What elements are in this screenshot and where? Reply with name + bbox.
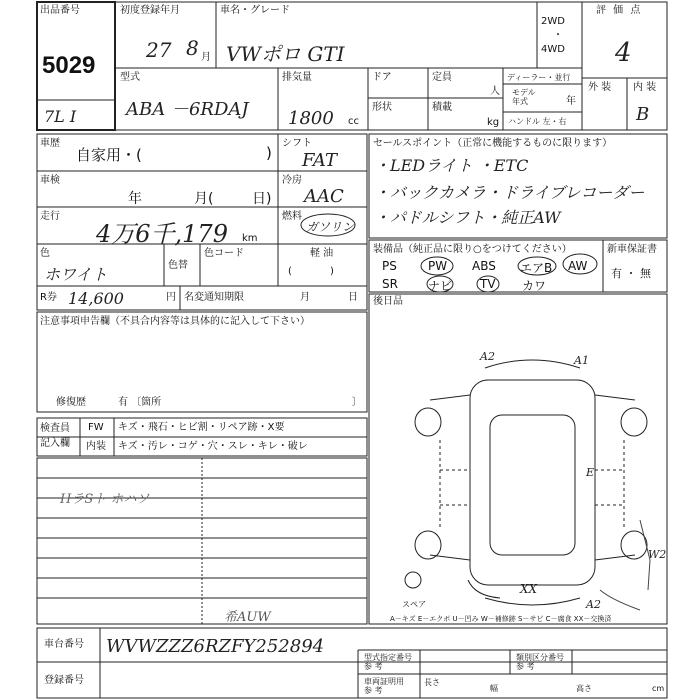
int-inspect-label: 内装 (86, 441, 106, 452)
mileage-label: 走行 (40, 211, 60, 222)
shaken-year: 年 (128, 191, 142, 207)
equip-ps: PS (382, 259, 397, 273)
color-code-label: 色コード (204, 248, 244, 259)
inspector-note-1: HラSト ホハソ (60, 492, 150, 507)
int-label: 内 装 (633, 82, 657, 93)
vin-label: 車台番号 (44, 639, 84, 650)
int-items: キズ・汚レ・コゲ・穴・スレ・キレ・破レ (118, 441, 308, 452)
diesel-label: 軽 油 (310, 248, 334, 259)
aircon-value: AAC (304, 186, 344, 207)
kata-label: 型式指定番号 参 考 (364, 653, 412, 671)
mileage-value: 4万6千,179 (96, 220, 228, 248)
drive-dot: ・ (553, 30, 563, 41)
fuel-label: 燃料 (282, 211, 302, 222)
equip-abs: ABS (472, 259, 496, 273)
mark-w2-right: W2 (648, 548, 667, 561)
warranty-value: 有 ・ 無 (611, 267, 651, 280)
meter-day: 日 (348, 292, 358, 303)
reg-month: 8 (186, 36, 199, 60)
dim-width: 幅 (490, 684, 498, 693)
equip-sr: SR (382, 277, 398, 291)
vin-value: WVWZZZ6RZFY252894 (106, 636, 325, 657)
fuel-value: ガソリン (306, 220, 355, 234)
mark-a1-front-right: A1 (574, 354, 589, 367)
recycle-unit: 円 (166, 292, 176, 303)
cc-value: 1800 (288, 108, 334, 129)
usage-value: 自家用・( (76, 146, 142, 164)
drive-4wd: 4WD (541, 44, 565, 55)
model-value: VWポロ GTI (226, 42, 345, 66)
cc-label: 排気量 (282, 72, 312, 83)
ext-label: 外 装 (588, 82, 612, 93)
repair-close: 〕 (352, 397, 362, 408)
type-label: 型式 (120, 72, 140, 83)
shaken-day: 日) (252, 191, 272, 207)
model-year-label: モデル 年式 (512, 88, 536, 106)
repair-label: 修復歴 (56, 397, 86, 408)
spare-label: スペア (402, 600, 426, 609)
equip-airbag: エアB (520, 261, 553, 275)
drive-2wd: 2WD (541, 16, 565, 27)
inspector-label: 検査員 記入欄 (40, 423, 70, 449)
equip-pw: PW (428, 259, 448, 273)
dim-label: 車両証明用 参 考 (364, 677, 404, 695)
equip-navi: ナビ (428, 279, 453, 293)
reg-label: 初度登録年月 (120, 5, 180, 16)
sales-line-2: ・バックカメラ・ドライブレコーダー (374, 183, 645, 202)
mark-a2-rear-right: A2 (586, 598, 601, 611)
equipment-label: 装備品（純正品に限り○をつけてください） (373, 244, 572, 255)
lot-note: 7L Ⅰ (44, 107, 77, 126)
dim-unit: cm (652, 684, 665, 693)
recycle-label: R券 (40, 292, 57, 303)
score-label: 評 価 点 (596, 5, 643, 16)
cap-unit: 人 (490, 86, 500, 97)
rear-seat-label: 後日品 (373, 296, 403, 307)
meter-month: 月 (300, 292, 310, 303)
car-diagram (405, 360, 650, 610)
cc-unit: cc (348, 116, 359, 127)
aircon-label: 冷房 (282, 175, 302, 186)
usage-close: ) (266, 144, 272, 162)
meter-label: 名変通知期限 (184, 292, 244, 303)
door-label: ドア (372, 72, 392, 83)
inspector-note-2: 希AUW (224, 610, 271, 625)
model-year-unit: 年 (566, 96, 576, 107)
damage-legend: A－キズ E－エクボ U－凹み W－補修跡 S－サビ C－腐食 XX－交換済 (390, 615, 612, 623)
usage-label: 車歴 (40, 138, 60, 149)
mark-e-right: E (586, 466, 595, 479)
handle-label: ハンドル 左・右 (508, 117, 567, 126)
dim-length: 長さ (424, 678, 440, 687)
sales-points-label: セールスポイント（正常に機能するものに限ります） (373, 138, 613, 149)
mileage-unit: km (242, 233, 258, 244)
mark-xx-rear: XX (520, 582, 538, 596)
fuel-paren: ( ) (288, 266, 334, 277)
int-value: B (636, 104, 650, 125)
lot-label: 出品番号 (40, 5, 80, 16)
lot-number: 5029 (42, 52, 96, 79)
cap-label: 定員 (432, 72, 452, 83)
equip-leather: カワ (522, 279, 547, 293)
shift-label: シフト (282, 138, 312, 149)
equip-tv: TV (480, 277, 496, 291)
repair-value: 有 〔箇所 (118, 397, 162, 408)
recycle-value: 14,600 (68, 289, 124, 308)
reg-month-unit: 月 (201, 52, 211, 63)
load-unit: kg (487, 117, 500, 128)
shift-value: FAT (302, 150, 337, 171)
dealer-label: ディーラー・並行 (507, 73, 571, 82)
color-label: 色 (40, 248, 50, 259)
reg-year: 27 (146, 38, 172, 62)
dim-height: 高さ (576, 684, 592, 693)
score-value: 4 (615, 38, 632, 68)
shape-label: 形状 (372, 102, 392, 113)
equip-aw: AW (568, 259, 588, 273)
fw-items: キズ・飛石・ヒビ割・リペア跡・X要 (118, 422, 285, 433)
shaken-label: 車検 (40, 175, 60, 186)
notes-label: 注意事項申告欄（不具合内容等は具体的に記入して下さい） (40, 316, 310, 327)
color-value: ホワイト (44, 265, 108, 284)
mark-a2-front-left: A2 (480, 350, 495, 363)
fw-label: FW (88, 422, 104, 433)
repaint-label: 色替 (168, 260, 188, 271)
sales-line-1: ・LEDライト ・ETC (374, 156, 529, 175)
type-value: ABA －6RDAJ (126, 99, 249, 120)
rui-label: 類別区分番号 参 考 (516, 653, 564, 671)
load-label: 積載 (432, 102, 452, 113)
warranty-label: 新車保証書 (607, 244, 657, 255)
sales-line-3: ・パドルシフト・純正AW (374, 208, 561, 227)
reg-number-label: 登録番号 (44, 675, 84, 686)
shaken-month: 月( (194, 191, 214, 207)
model-label: 車名・グレード (220, 5, 290, 16)
